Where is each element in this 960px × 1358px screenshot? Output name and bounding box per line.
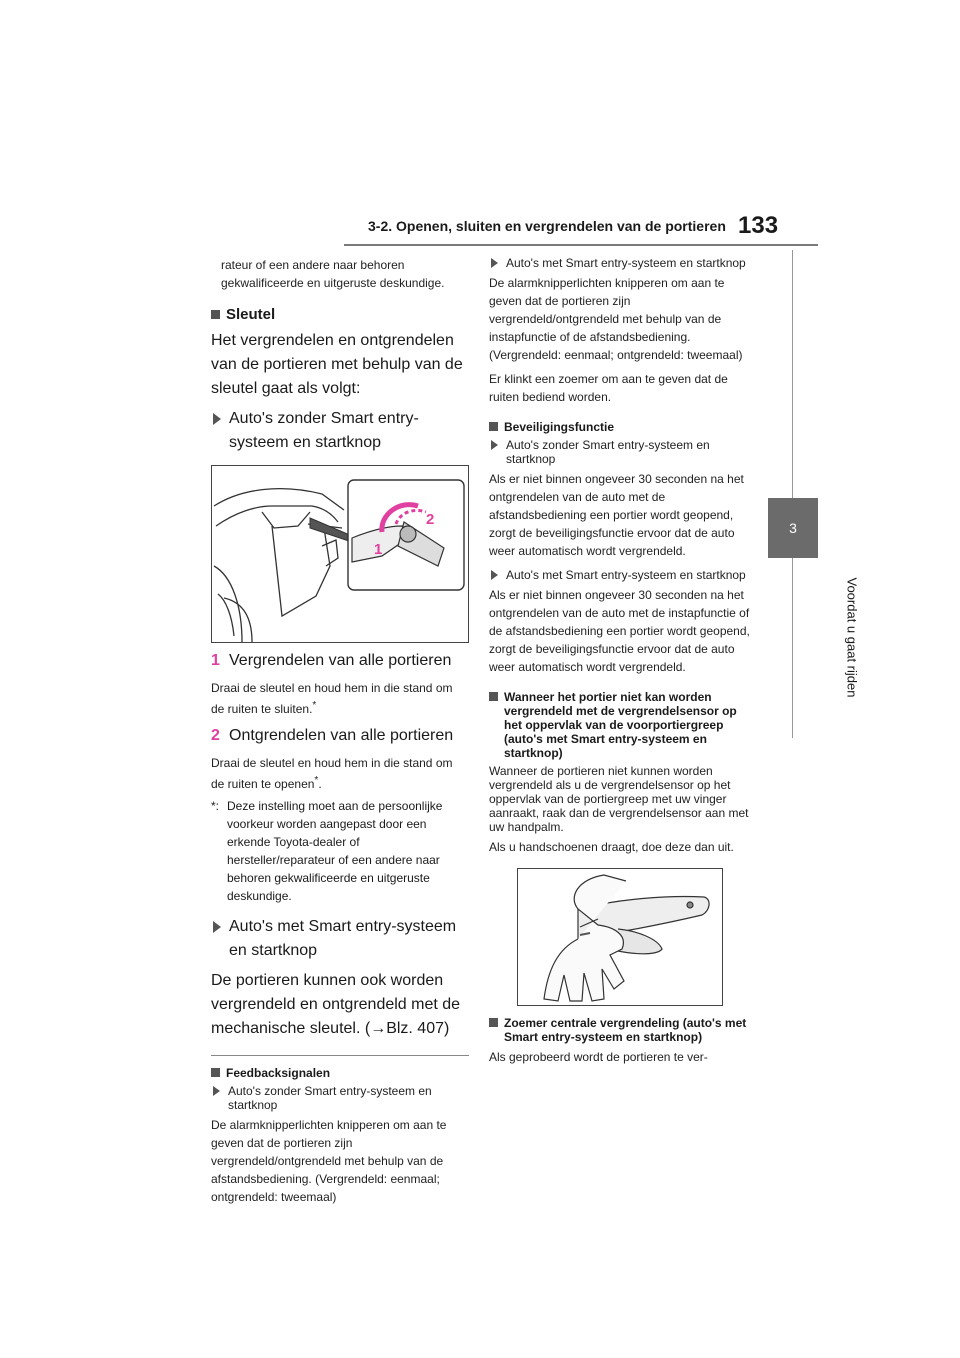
feedback-body: De alarmknipperlichten knipperen om aan te geven dat de portieren zijn vergrendeld/ontgrendeld met behulp van de afstandsbediening. (Vergrendeld: eenmaal; ontgrendeld: tweemaal) xyxy=(211,1118,447,1204)
sleutel-heading-text: Sleutel xyxy=(226,306,276,323)
figure-label-2: 2 xyxy=(426,511,435,528)
security-variant-2 xyxy=(489,568,754,582)
square-bullet-icon xyxy=(489,692,498,701)
feedback-variant xyxy=(211,1084,469,1112)
item-lock xyxy=(211,649,469,673)
page-number: 133 xyxy=(738,212,779,239)
item-lock-title: Vergrendelen van alle portieren xyxy=(229,652,452,669)
buzzer-heading xyxy=(489,1016,754,1044)
item-lock-body: Draai de sleutel en houd hem in die stand om de ruiten te sluiten.* xyxy=(211,681,453,716)
feedback-variant-text: Auto's zonder Smart entry-systeem en startknop xyxy=(228,1084,432,1112)
footnote xyxy=(211,797,469,905)
left-column xyxy=(211,256,469,1206)
key-figure xyxy=(211,465,469,643)
item-unlock-body: Draai de sleutel en houd hem in die stand om de ruiten te openen*. xyxy=(211,756,453,791)
variant-smart xyxy=(211,915,469,963)
car-door-key-illustration xyxy=(212,466,468,642)
chapter-label: Voordat u gaat rijden xyxy=(844,577,860,698)
right-body-2: Er klinkt een zoemer om aan te geven dat de ruiten bediend worden. xyxy=(489,372,728,404)
footnote-mark: *: xyxy=(211,799,220,813)
variant-smart-text: Auto's met Smart entry-systeem en startknop xyxy=(229,918,457,959)
figure-label-1: 1 xyxy=(374,541,383,558)
intro-line-1: rateur of een andere naar behoren xyxy=(221,258,405,272)
sleutel-heading xyxy=(211,306,469,323)
header-rule xyxy=(344,244,818,246)
buzzer-body: Als geprobeerd wordt de portieren te ver- xyxy=(489,1050,708,1064)
security-body-2: Als er niet binnen ongeveer 30 seconden na het ontgrendelen van de auto met de instapfunctie of de afstandsbediening een portier wordt geopend, zorgt de beveiligingsfunctie ervoor dat de auto weer automatisch wordt vergrendeld. xyxy=(489,588,750,674)
triangle-bullet-icon xyxy=(491,258,498,268)
handpalm-figure xyxy=(517,868,723,1006)
buzzer-heading-text: Zoemer centrale vergrendeling (auto's met Smart entry-systeem en startknop) xyxy=(504,1016,747,1044)
square-bullet-icon xyxy=(489,422,498,431)
square-bullet-icon xyxy=(211,310,220,319)
feedback-heading-text: Feedbacksignalen xyxy=(226,1066,331,1080)
triangle-bullet-icon xyxy=(491,440,498,450)
variant-no-smart xyxy=(211,407,469,455)
square-bullet-icon xyxy=(211,1068,220,1077)
feedback-heading xyxy=(211,1066,469,1080)
hand-door-handle-illustration xyxy=(518,869,722,1005)
security-variant-2-text: Auto's met Smart entry-systeem en startknop xyxy=(506,568,746,582)
triangle-bullet-icon xyxy=(491,570,498,580)
item-unlock-number: 2 xyxy=(211,727,220,744)
triangle-bullet-icon xyxy=(213,1086,220,1096)
triangle-bullet-icon xyxy=(213,921,221,933)
sensor-body-2: Als u handschoenen draagt, doe deze dan uit. xyxy=(489,840,734,854)
square-bullet-icon xyxy=(489,1018,498,1027)
section-title: 3-2. Openen, sluiten en vergrendelen van de portieren xyxy=(368,218,726,234)
sensor-heading xyxy=(489,690,754,760)
right-column xyxy=(489,256,754,1066)
sensor-body-1: Wanneer de portieren niet kunnen worden vergrendeld als u de vergrendelsensor op het oppervlak van de portiergreep met uw vinger aanraakt, raak dan de vergrendelsensor aan met uw handpalm. xyxy=(489,764,749,834)
item-lock-number: 1 xyxy=(211,652,220,669)
footnote-text: Deze instelling moet aan de persoonlijke voorkeur worden aangepast door een erkende Toyota-dealer of hersteller/reparateur of een andere naar behoren gekwalificeerde en uitgeruste deskundige. xyxy=(227,799,443,903)
item-unlock xyxy=(211,724,469,748)
triangle-bullet-icon xyxy=(213,413,221,425)
security-variant-1-text: Auto's zonder Smart entry-systeem en startknop xyxy=(506,438,710,466)
security-heading xyxy=(489,420,754,434)
right-body-1: De alarmknipperlichten knipperen om aan te geven dat de portieren zijn vergrendeld/ontgrendeld met behulp van de instapfunctie of de afstandsbediening. (Vergrendeld: eenmaal; ontgrendeld: tweemaal) xyxy=(489,276,743,362)
right-variant-smart-text: Auto's met Smart entry-systeem en startknop xyxy=(506,256,746,270)
security-heading-text: Beveiligingsfunctie xyxy=(504,420,615,434)
section-divider xyxy=(211,1055,469,1056)
security-variant-1 xyxy=(489,438,754,466)
security-body-1: Als er niet binnen ongeveer 30 seconden na het ontgrendelen van de auto met de afstandsbediening een portier wordt geopend, zorgt de beveiligingsfunctie ervoor dat de auto weer automatisch wordt vergrendeld. xyxy=(489,472,744,558)
item-unlock-title: Ontgrendelen van alle portieren xyxy=(229,727,454,744)
side-rule-top xyxy=(792,250,793,498)
variant-no-smart-text: Auto's zonder Smart entry-systeem en startknop xyxy=(229,410,419,451)
sleutel-body: Het vergrendelen en ontgrendelen van de portieren met behulp van de sleutel gaat als volgt: xyxy=(211,332,463,397)
sensor-heading-text: Wanneer het portier niet kan worden vergrendeld met de vergrendelsensor op het oppervlak van de voorportiergreep (auto's met Smart entry-systeem en startknop) xyxy=(504,690,737,760)
chapter-tab[interactable]: 3 xyxy=(768,498,818,558)
side-rule-bottom xyxy=(792,558,793,738)
mech-key-body: De portieren kunnen ook worden vergrendeld en ontgrendeld met de mechanische sleutel. (→Blz. 407) xyxy=(211,972,461,1037)
right-variant-smart xyxy=(489,256,754,270)
intro-line-2: gekwalificeerde en uitgeruste deskundige. xyxy=(221,276,445,290)
